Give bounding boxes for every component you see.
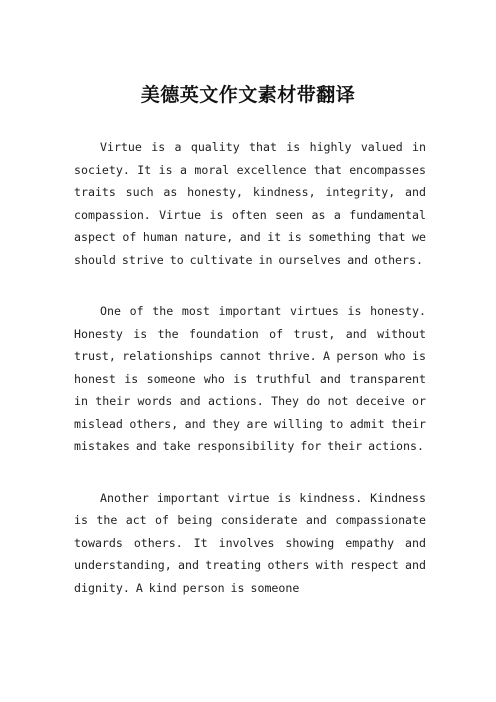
document-title: 美德英文作文素材带翻译 xyxy=(140,84,356,106)
paragraph-kindness: Another important virtue is kindness. Kindness is the act of being considerate and compassionate towards others. It involves showing empathy and understanding, and treating others with respect and dignity. A kind person is someone xyxy=(74,490,426,595)
document-body xyxy=(74,136,426,628)
paragraph-honesty: One of the most important virtues is honesty. Honesty is the foundation of trust, and without trust, relationships cannot thrive. A person who is honest is someone who is truthful and transparent in their words and actions. They do not deceive or mislead others, and they are willing to admit their mistakes and take responsibility for their actions. xyxy=(74,304,426,453)
paragraph-virtue-intro: Virtue is a quality that is highly valued in society. It is a moral excellence that encompasses traits such as honesty, kindness, integrity, and compassion. Virtue is often seen as a fundamental aspect of human nature, and it is something that we should strive to cultivate in ourselves and others. xyxy=(74,140,426,267)
